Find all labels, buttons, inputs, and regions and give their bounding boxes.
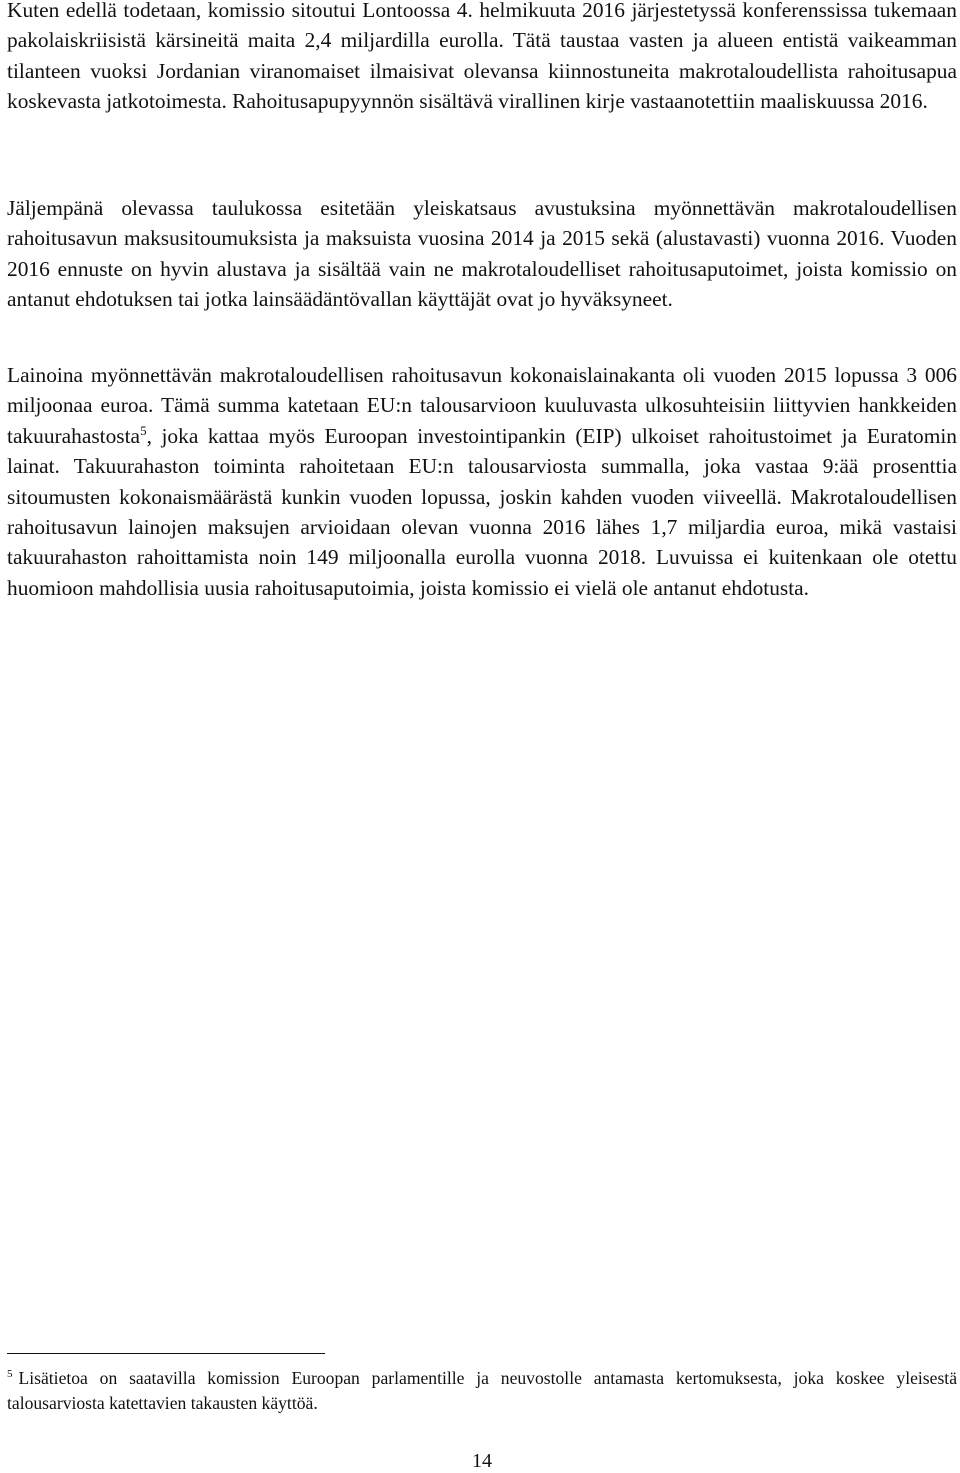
footnote-reference[interactable]: 5	[140, 422, 147, 438]
paragraph-loan-stock	[7, 360, 957, 603]
paragraph-table-overview: Jäljempänä olevassa taulukossa esitetään yleiskatsaus avustuksina myönnettävän makrotaloudellisen rahoitusavun maksusitoumuksista ja maksuista vuosina 2014 ja 2015 sekä (alustavasti) vuonna 2016. Vuoden 2016 ennuste on hyvin alustava ja sisältää vain ne makrotaloudelliset rahoitusaputoimet, joista komissio on antanut ehdotuksen tai jotka lainsäädäntövallan käyttäjät ovat jo hyväksyneet.	[7, 196, 957, 312]
footnote-separator	[7, 1353, 325, 1354]
page-number: 14	[472, 1450, 492, 1472]
paragraph-loan-stock-part-2: , joka kattaa myös Euroopan investointipankin (EIP) ulkoiset rahoitustoimet ja Euratomin lainat. Takuurahaston toiminta rahoitetaan EU:n talousarviosta summalla, joka vastaa 9:ää prosenttia sitoumusten kokonaismäärästä kunkin vuoden lopussa, joskin kahden vuoden viiveellä. Makrotaloudellisen rahoitusavun lainojen maksujen arvioidaan olevan vuonna 2016 lähes 1,7 miljardia euroa, mikä vastaisi takuurahaston rahoittamista noin 149 miljoonalla eurolla vuonna 2018. Luvuissa ei kuitenkaan ole otettu huomioon mahdollisia uusia rahoitusaputoimia, joista komissio ei vielä ole antanut ehdotusta.	[7, 423, 957, 600]
footnote-number: 5	[7, 1368, 13, 1381]
paragraph-loan-stock-part-1: Lainoina myönnettävän makrotaloudellisen rahoitusavun kokonaislainakanta oli vuoden 2015 lopussa 3 006 miljoonaa euroa. Tämä summa katetaan EU:n talousarvioon kuuluvasta ulkosuhteisiin liittyvien hankkeiden takuurahastosta	[7, 363, 957, 448]
paragraph-london-conference: Kuten edellä todetaan, komissio sitoutui Lontoossa 4. helmikuuta 2016 järjestetyssä konferenssissa tukemaan pakolaiskriisistä kärsineitä maita 2,4 miljardilla eurolla. Tätä taustaa vasten ja alueen entistä vaikeamman tilanteen vuoksi Jordanian viranomaiset ilmaisivat olevansa kiinnostuneita makrotaloudellista rahoitusapua koskevasta jatkotoimesta. Rahoitusapupyynnön sisältävä virallinen kirje vastaanotettiin maaliskuussa 2016.	[7, 0, 957, 114]
document-page	[7, 0, 957, 1470]
footnote-text: Lisätietoa on saatavilla komission Euroopan parlamentille ja neuvostolle antamasta kertomuksesta, joka koskee yleisestä talousarviosta katettavien takausten käyttöä.	[7, 1368, 957, 1413]
footnote	[7, 1366, 957, 1416]
